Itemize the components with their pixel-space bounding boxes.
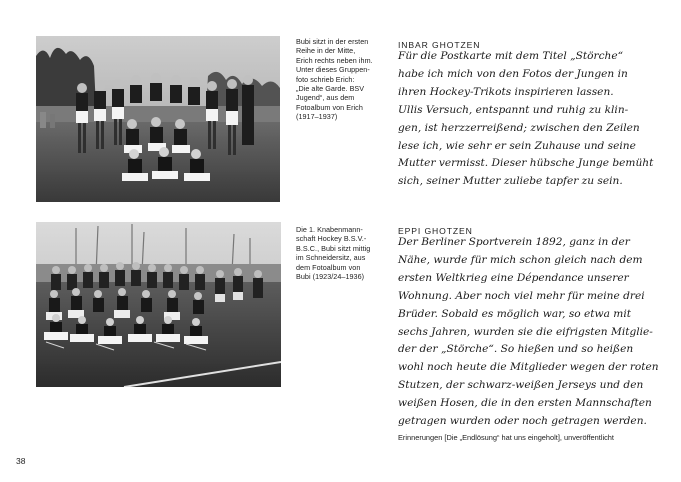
caption-line: dem Fotoalbum von: [296, 262, 361, 272]
team-photo-boys-team: [36, 222, 281, 387]
caption-line: Die 1. Knabenmann-: [296, 225, 363, 234]
body-line: ersten Weltkrieg eine Dépendance unserer: [398, 271, 629, 284]
team-photo-boys-team-image: [36, 222, 281, 387]
source-note: Erinnerungen [Die „Endlösung“ hat uns eingeholt], unveröffentlicht: [398, 433, 614, 442]
body-line: der der „Störche“. So hießen und so heißen: [398, 343, 634, 356]
caption-line: Reihe in der Mitte,: [296, 46, 356, 56]
team-photo-old-guard-image: [36, 36, 280, 202]
body-line: Der Berliner Sportverein 1892, ganz in der: [398, 236, 630, 248]
caption-line: im Schneidersitz, aus: [296, 253, 366, 263]
body-line: gen, ist herzzerreißend; zwischen den Zeilen: [398, 121, 640, 134]
body-line: habe ich mich von den Fotos der Jungen in: [398, 67, 628, 80]
body-line: Stutzen, der schwarz-weißen Jerseys und den: [398, 379, 644, 392]
caption-line: Bubi sitzt in der ersten: [296, 37, 369, 46]
body-line: Brüder. Sobald es möglich war, so etwa mit: [398, 307, 631, 320]
section-body-eppi: [398, 234, 668, 431]
caption-line: Fotoalbum von Erich: [296, 102, 363, 112]
team-photo-old-guard: [36, 36, 280, 202]
caption-line: (1917–1937): [296, 112, 338, 122]
caption-line: Erich rechts neben ihm.: [296, 55, 373, 65]
body-line: Mutter vermisst. Dieser hübsche Junge bemüht: [398, 157, 654, 170]
caption-line: „Die alte Garde. BSV: [296, 84, 365, 94]
caption-line: Bubi (1923/24–1936): [296, 272, 365, 282]
body-line: Wohnung. Aber noch viel mehr für meine drei: [398, 289, 645, 302]
section-body-inbar: [398, 48, 668, 191]
section-heading-inbar: INBAR GHOTZEN: [398, 40, 481, 50]
caption-line: Jugend“, aus dem: [296, 93, 355, 103]
photo-caption-old-guard: [296, 37, 380, 122]
section-heading-eppi: EPPI GHOTZEN: [398, 226, 473, 236]
photo-caption-boys-team: [296, 225, 380, 281]
caption-line: foto schrieb Erich:: [296, 74, 355, 84]
body-line: lese ich, wie sehr er sein Zuhause und seine: [398, 139, 636, 152]
body-line: Nähe, wurde für mich schon gleich nach dem: [398, 253, 643, 266]
body-line: Ullis Versuch, entspannt und ruhig zu klin-: [398, 103, 629, 116]
body-line: sechs Jahren, wurden sie die eifrigsten Mitglie-: [398, 325, 653, 338]
caption-line: schaft Hockey B.S.V.-: [296, 234, 367, 244]
body-line: sich, seiner Mutter zuliebe tapfer zu sein.: [398, 175, 623, 188]
body-line: weißen Hosen, die in den ersten Mannschaften: [398, 397, 652, 410]
body-line: ihren Hockey-Trikots inspirieren lassen.: [398, 85, 614, 98]
page-number: 38: [16, 456, 26, 466]
body-line: Für die Postkarte mit dem Titel „Störche“: [398, 50, 624, 62]
body-line: wohl noch heute die Mitglieder wegen der roten: [398, 361, 659, 374]
body-line: getragen wurden oder noch getragen werden.: [398, 415, 647, 428]
caption-line: Unter dieses Gruppen-: [296, 65, 370, 75]
caption-line: B.S.C., Bubi sitzt mittig: [296, 243, 371, 253]
